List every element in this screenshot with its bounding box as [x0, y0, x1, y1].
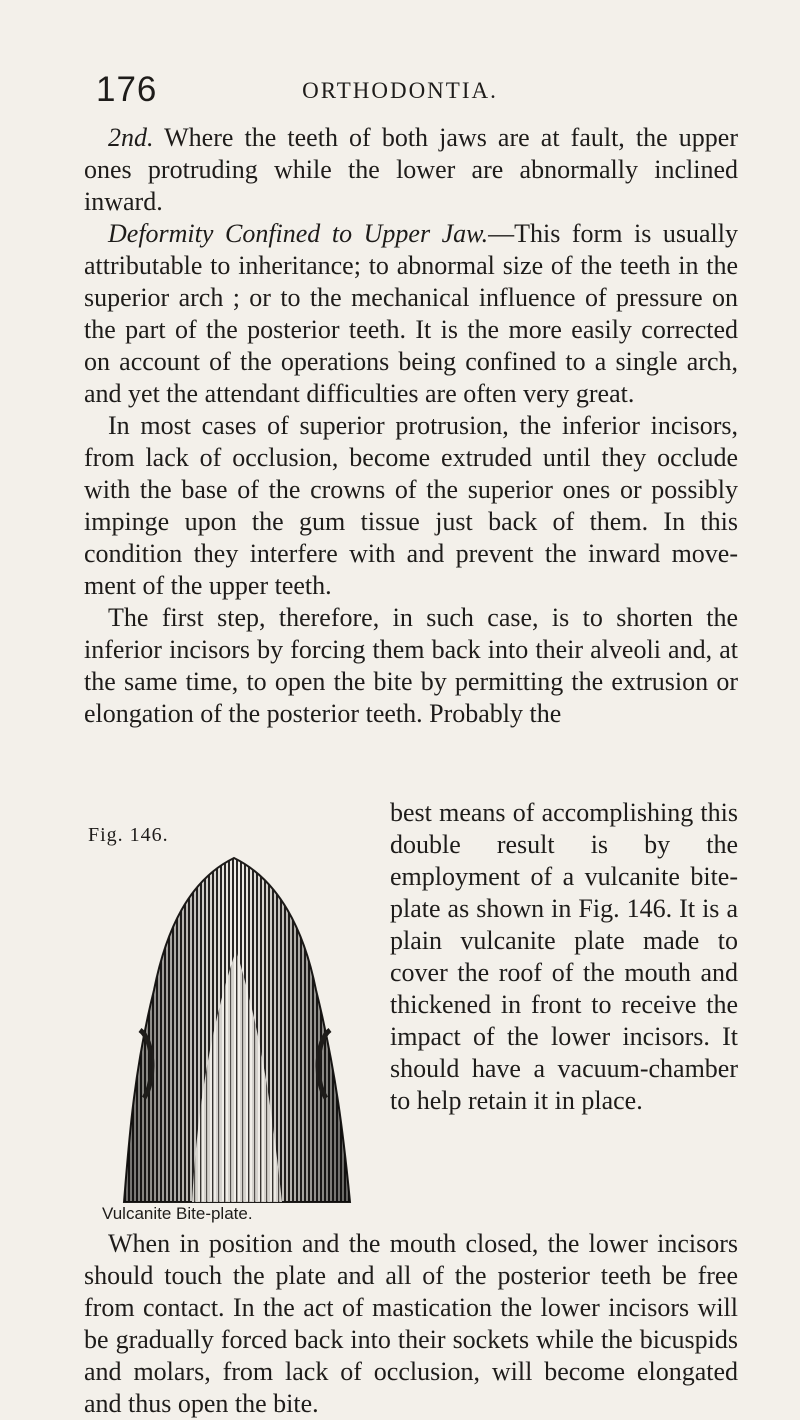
paragraph-continuation: best means of accomplishing this double result is by the employment of a vulcanite bite-plate as shown in Fig. 146. It is a plain vulcanite plate made to cover the roof of the mouth and thickened in front to receive the impact of the lower incisors. It should have a vacuum-chamber to help retain it in place.: [390, 798, 738, 1115]
paragraph-deformity: [84, 218, 738, 410]
vulcanite-bite-plate-illustration: [104, 840, 374, 1212]
paragraph-in-position: When in position and the mouth closed, the lower incisors should touch the plate and all of the posterior teeth be free from contact. In the act of mastication the lower incisors will be gradually forced back into their sockets while the bicuspids and molars, from lack of occlusion, will become elongated and thus open the bite.: [84, 1229, 738, 1418]
paragraph-text: —This form is usually attributable to inheritance; to abnormal size of the teeth in the superior arch ; or to the mechanical influence of pressure on the part of the posterior teeth. It is the more easily corrected on account of the operations being confined to a single arch, and yet the attendant difficulties are often very great.: [84, 219, 738, 408]
paragraph-text: Where the teeth of both jaws are at fault, the upper ones protruding while the lower are abnormally inclined inward.: [84, 123, 738, 216]
paragraph-lead: 2nd.: [108, 123, 154, 152]
main-text-bottom: [84, 1228, 738, 1420]
running-head: ORTHODONTIA.: [302, 78, 498, 103]
figure-caption: Vulcanite Bite-plate.: [102, 1204, 253, 1223]
paragraph-2nd: [84, 122, 738, 218]
paragraph-first-step: The first step, therefore, in such case, is to shorten the inferior incisors by forcing them back into their alveoli and, at the same time, to open the bite by permitting the extrusion or elongation of the posterior teeth. Probably the: [84, 603, 738, 728]
paragraph-superior-protrusion: In most cases of superior protrusion, the inferior incisors, from lack of occlusion, become extruded until they occlude with the base of the crowns of the superior ones or possibly impinge upon the gum tissue just back of them. In this condition they interfere with and prevent the inward movement of the upper teeth.: [84, 411, 738, 600]
wrapped-text-column: [390, 797, 738, 1117]
section-heading: Deformity Confined to Upper Jaw.: [108, 219, 489, 248]
page-header: [0, 70, 800, 130]
page-number: 176: [96, 70, 158, 109]
main-text-top: [84, 122, 738, 730]
figure-label: Fig. 146.: [88, 824, 169, 846]
